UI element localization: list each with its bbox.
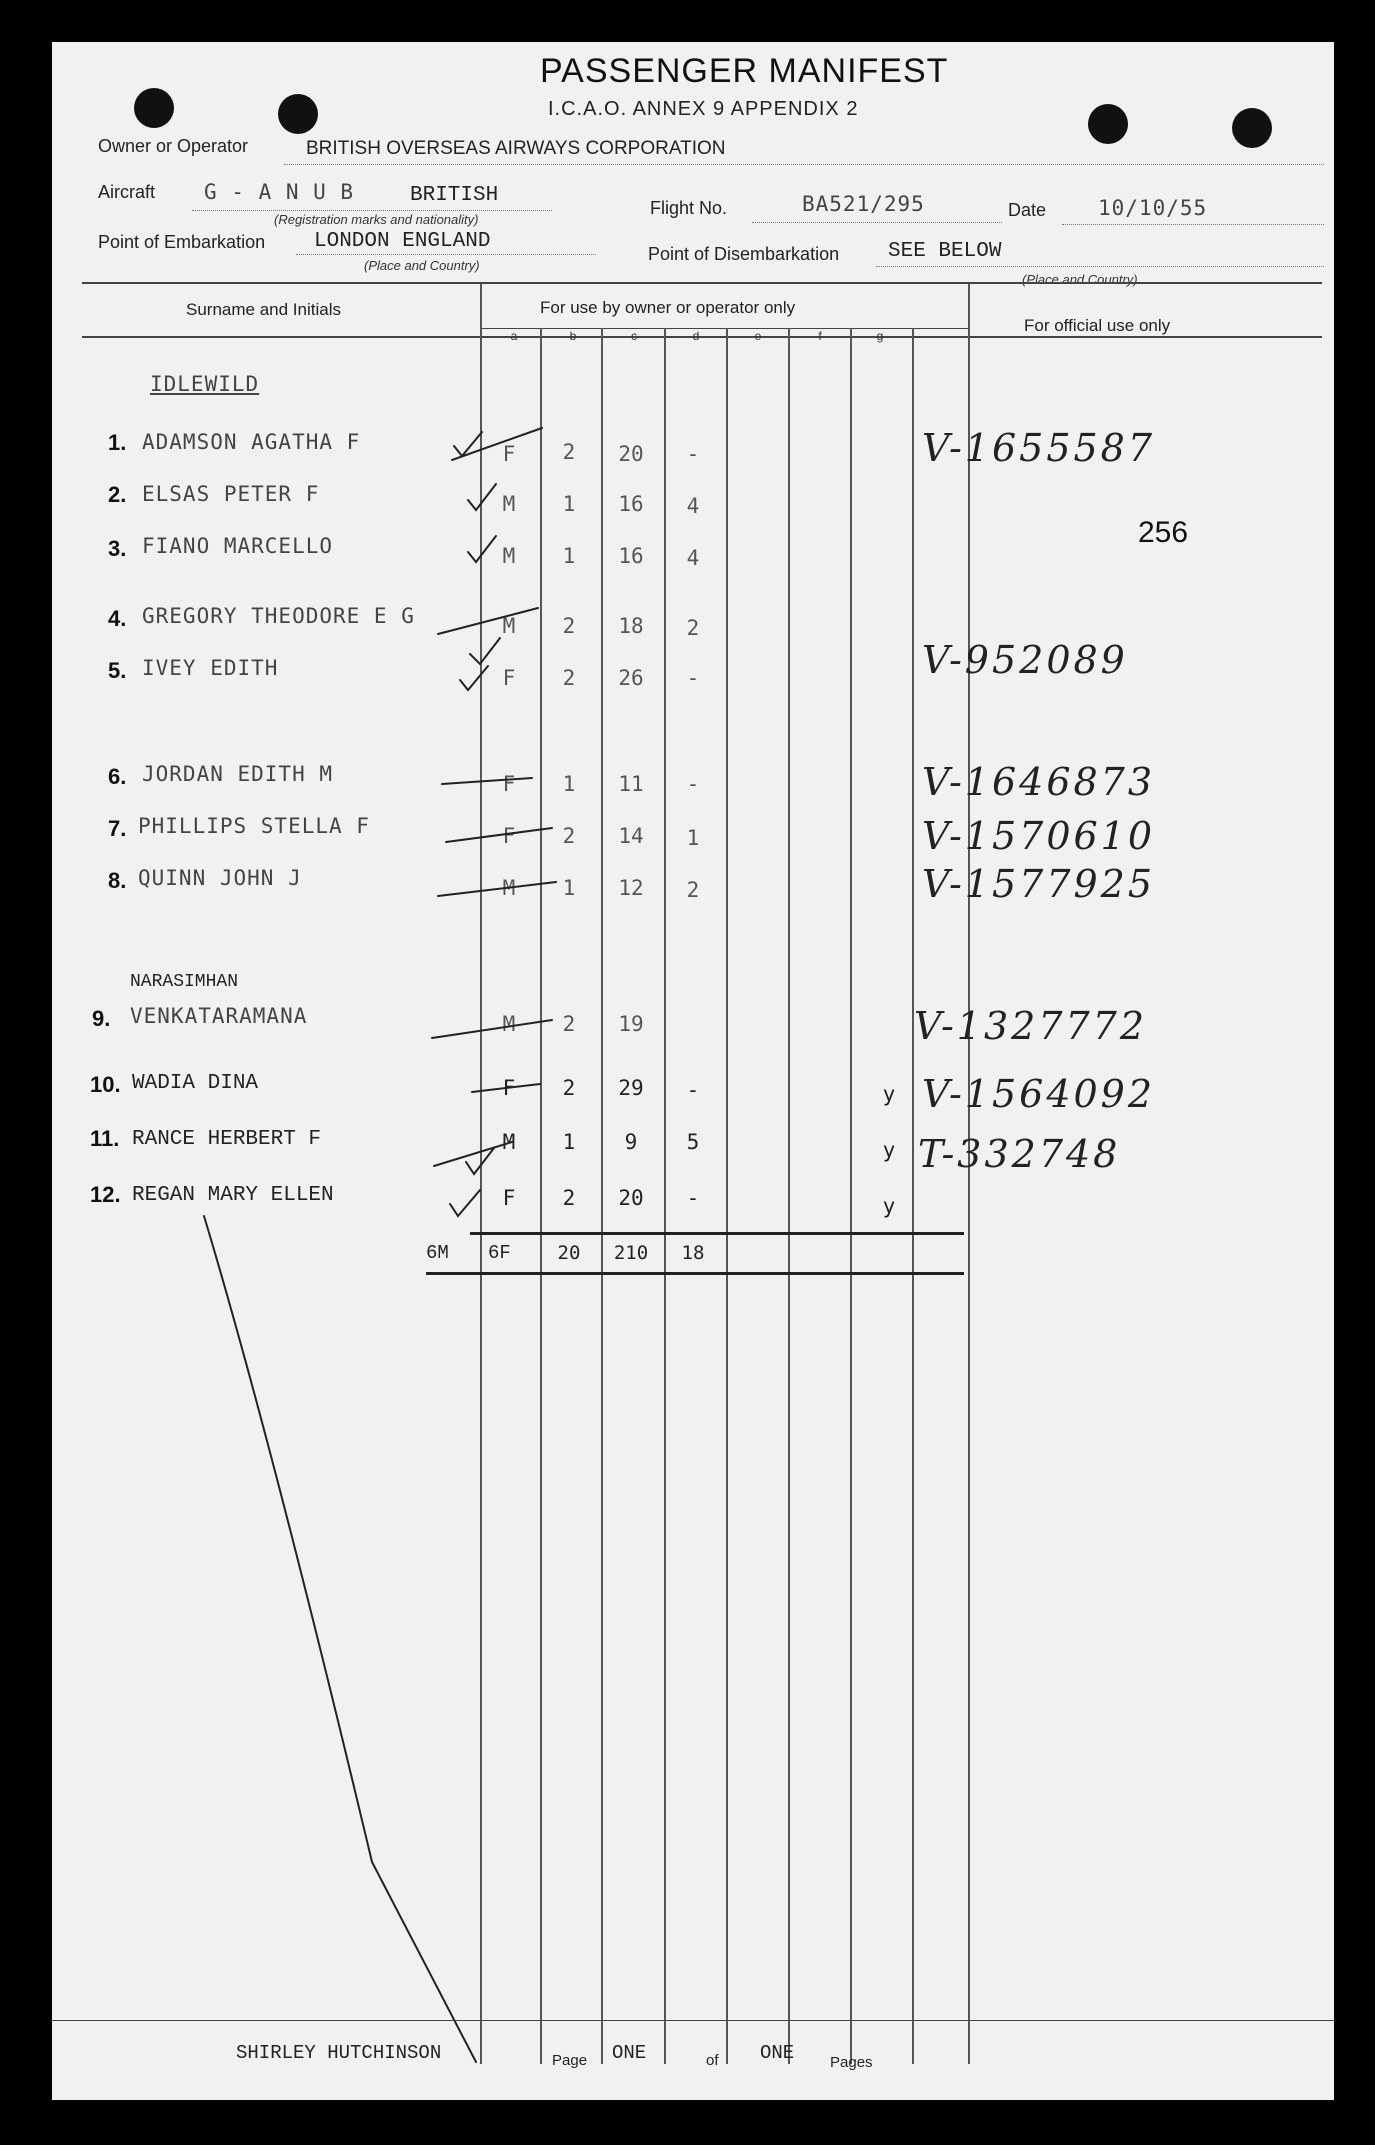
total-male: 6M — [426, 1242, 449, 1264]
cancel-line — [204, 1216, 476, 2062]
col-header-b: b — [569, 329, 577, 343]
disembarkation-dotted-line — [876, 266, 1324, 267]
tick-mark-12 — [450, 1190, 480, 1216]
cell-b: 2 — [562, 666, 576, 690]
stamp-number: 256 — [1138, 516, 1189, 549]
official-number: V-952089 — [922, 638, 1128, 682]
aircraft-dotted-line — [192, 210, 552, 211]
passenger-name: ELSAS PETER F — [142, 482, 320, 506]
passenger-name: QUINN JOHN J — [138, 866, 302, 890]
cell-d: 4 — [686, 546, 700, 570]
col-line-7 — [850, 328, 852, 2064]
cell-a: F — [502, 772, 516, 796]
cell-a: M — [502, 876, 516, 900]
official-number: V-1570610 — [922, 814, 1156, 858]
passenger-name: VENKATARAMANA — [130, 1004, 308, 1028]
official-number: V-1577925 — [922, 862, 1156, 906]
cell-a: F — [502, 1186, 516, 1210]
document-subtitle: I.C.A.O. ANNEX 9 APPENDIX 2 — [548, 98, 859, 120]
owner-dotted-line — [284, 164, 1324, 165]
cell-a: F — [502, 1076, 516, 1100]
cell-g: y — [882, 1138, 896, 1162]
col-header-e: e — [754, 329, 762, 343]
cell-c: 9 — [624, 1130, 638, 1154]
passenger-name: FIANO MARCELLO — [142, 534, 334, 558]
owner-label: Owner or Operator — [98, 136, 249, 156]
page-value: ONE — [612, 2042, 647, 2064]
row-number: 8. — [108, 868, 127, 893]
cell-g: y — [882, 1194, 896, 1218]
passenger-name-top: NARASIMHAN — [130, 972, 239, 992]
embarkation-place-note: (Place and Country) — [364, 258, 480, 273]
section-heading: IDLEWILD — [150, 372, 260, 396]
nationality-value: BRITISH — [410, 184, 499, 207]
official-number: V-1327772 — [914, 1004, 1148, 1048]
cell-b: 2 — [562, 1076, 576, 1100]
passenger-name: PHILLIPS STELLA F — [138, 814, 370, 838]
cell-c: 18 — [618, 614, 644, 638]
cell-b: 2 — [562, 1186, 576, 1210]
col-line-4 — [664, 328, 666, 2064]
embarkation-value: LONDON ENGLAND — [314, 230, 491, 253]
col-header-c: c — [631, 329, 637, 343]
header-top-rule — [82, 282, 1322, 284]
total-d: 18 — [681, 1242, 705, 1264]
cell-c: 16 — [618, 492, 644, 516]
disembarkation-label: Point of Disembarkation — [648, 244, 840, 264]
embarkation-dotted-line — [296, 254, 596, 255]
total-b: 20 — [557, 1242, 581, 1264]
total-a: 6F — [488, 1242, 511, 1264]
page-label: Page — [552, 2052, 588, 2069]
tick-marks-overlay — [52, 42, 1334, 2100]
punch-hole-2 — [278, 94, 318, 134]
cell-d: - — [686, 772, 700, 796]
cell-c: 14 — [618, 824, 644, 848]
registration-note: (Registration marks and nationality) — [274, 212, 479, 227]
aircraft-value: G - A N U B — [204, 180, 355, 204]
cell-a: F — [502, 824, 516, 848]
total-c: 210 — [613, 1242, 649, 1264]
owner-value: BRITISH OVERSEAS AIRWAYS CORPORATION — [306, 138, 726, 159]
cell-b: 1 — [562, 1130, 576, 1154]
row-number: 10. — [90, 1072, 121, 1097]
row-number: 12. — [90, 1182, 121, 1207]
cell-a: M — [502, 1130, 516, 1154]
row-number: 1. — [108, 430, 127, 455]
cell-c: 16 — [618, 544, 644, 568]
passenger-name: REGAN MARY ELLEN — [132, 1184, 334, 1207]
cell-d: 5 — [686, 1130, 700, 1154]
cell-c: 20 — [618, 1186, 644, 1210]
date-label: Date — [1008, 200, 1047, 220]
row-number: 7. — [108, 816, 127, 841]
signature: SHIRLEY HUTCHINSON — [236, 2042, 442, 2064]
date-value: 10/10/55 — [1098, 196, 1208, 220]
cell-b: 2 — [562, 824, 576, 848]
manifest-sheet — [52, 42, 1334, 2100]
cell-a: M — [502, 492, 516, 516]
passenger-name: GREGORY THEODORE E G — [142, 604, 415, 628]
passenger-name: IVEY EDITH — [142, 656, 279, 680]
cell-c: 12 — [618, 876, 644, 900]
col-line-6 — [788, 328, 790, 2064]
col-line-1 — [480, 284, 482, 2064]
cell-a: F — [502, 442, 516, 466]
aircraft-label: Aircraft — [98, 182, 156, 202]
header-owner-use: For use by owner or operator only — [540, 298, 796, 317]
cell-d: - — [686, 1078, 700, 1102]
cell-b: 2 — [562, 614, 576, 638]
row-number: 3. — [108, 536, 127, 561]
cell-d: - — [686, 666, 700, 690]
cell-d: - — [686, 442, 700, 466]
cell-d: - — [686, 1186, 700, 1210]
cell-a: M — [502, 1012, 516, 1036]
cell-d: 4 — [686, 494, 700, 518]
col-header-f: f — [818, 329, 822, 343]
row-number: 4. — [108, 606, 127, 631]
cell-c: 26 — [618, 666, 644, 690]
header-official-use: For official use only — [1024, 316, 1171, 335]
cell-b: 1 — [562, 876, 576, 900]
cell-a: M — [502, 544, 516, 568]
cell-c: 19 — [618, 1012, 644, 1036]
totals-top-rule — [470, 1232, 964, 1235]
col-header-g: g — [876, 329, 884, 343]
cell-a: M — [502, 614, 516, 638]
document-title: PASSENGER MANIFEST — [540, 52, 949, 90]
cell-d: 1 — [686, 826, 700, 850]
row-number: 5. — [108, 658, 127, 683]
official-number: V-1646873 — [922, 760, 1156, 804]
cell-a: F — [502, 666, 516, 690]
row-number: 2. — [108, 482, 127, 507]
cell-d: 2 — [686, 616, 700, 640]
totals-bottom-rule — [426, 1272, 964, 1275]
passenger-name: WADIA DINA — [132, 1072, 259, 1095]
col-header-d: d — [692, 329, 700, 343]
pages-label: Pages — [830, 2054, 873, 2071]
disembarkation-place-note: (Place and Country) — [1022, 272, 1138, 287]
row-number: 9. — [92, 1006, 111, 1031]
header-surname: Surname and Initials — [186, 300, 341, 319]
col-line-3 — [601, 328, 603, 2064]
cell-d: 2 — [686, 878, 700, 902]
flight-dotted-line — [752, 222, 1002, 223]
official-number: V-1564092 — [922, 1072, 1156, 1116]
official-number: T-332748 — [918, 1132, 1121, 1176]
embarkation-label: Point of Embarkation — [98, 232, 266, 252]
flight-label: Flight No. — [650, 198, 728, 218]
col-header-a: a — [510, 329, 518, 343]
official-number: V-1655587 — [922, 426, 1156, 470]
date-dotted-line — [1062, 224, 1324, 225]
cell-c: 20 — [618, 442, 644, 466]
of-label: of — [706, 2052, 719, 2069]
footer-top-rule — [52, 2020, 1334, 2021]
cell-c: 29 — [618, 1076, 644, 1100]
passenger-name: JORDAN EDITH M — [142, 762, 334, 786]
punch-hole-3 — [1088, 104, 1128, 144]
cell-c: 11 — [618, 772, 644, 796]
cell-b: 1 — [562, 772, 576, 796]
row-number: 6. — [108, 764, 127, 789]
col-line-5 — [726, 328, 728, 2064]
passenger-name: ADAMSON AGATHA F — [142, 430, 361, 454]
passenger-name: RANCE HERBERT F — [132, 1128, 322, 1151]
cell-g: y — [882, 1082, 896, 1106]
cell-b: 1 — [562, 492, 576, 516]
row-number: 11. — [90, 1126, 120, 1151]
flight-value: BA521/295 — [802, 192, 925, 216]
disembarkation-value: SEE BELOW — [888, 240, 1002, 263]
col-line-2 — [540, 328, 542, 2064]
cell-b: 2 — [562, 440, 576, 464]
cell-b: 2 — [562, 1012, 576, 1036]
punch-hole-1 — [134, 88, 174, 128]
of-value: ONE — [760, 2042, 795, 2064]
cell-b: 1 — [562, 544, 576, 568]
punch-hole-4 — [1232, 108, 1272, 148]
